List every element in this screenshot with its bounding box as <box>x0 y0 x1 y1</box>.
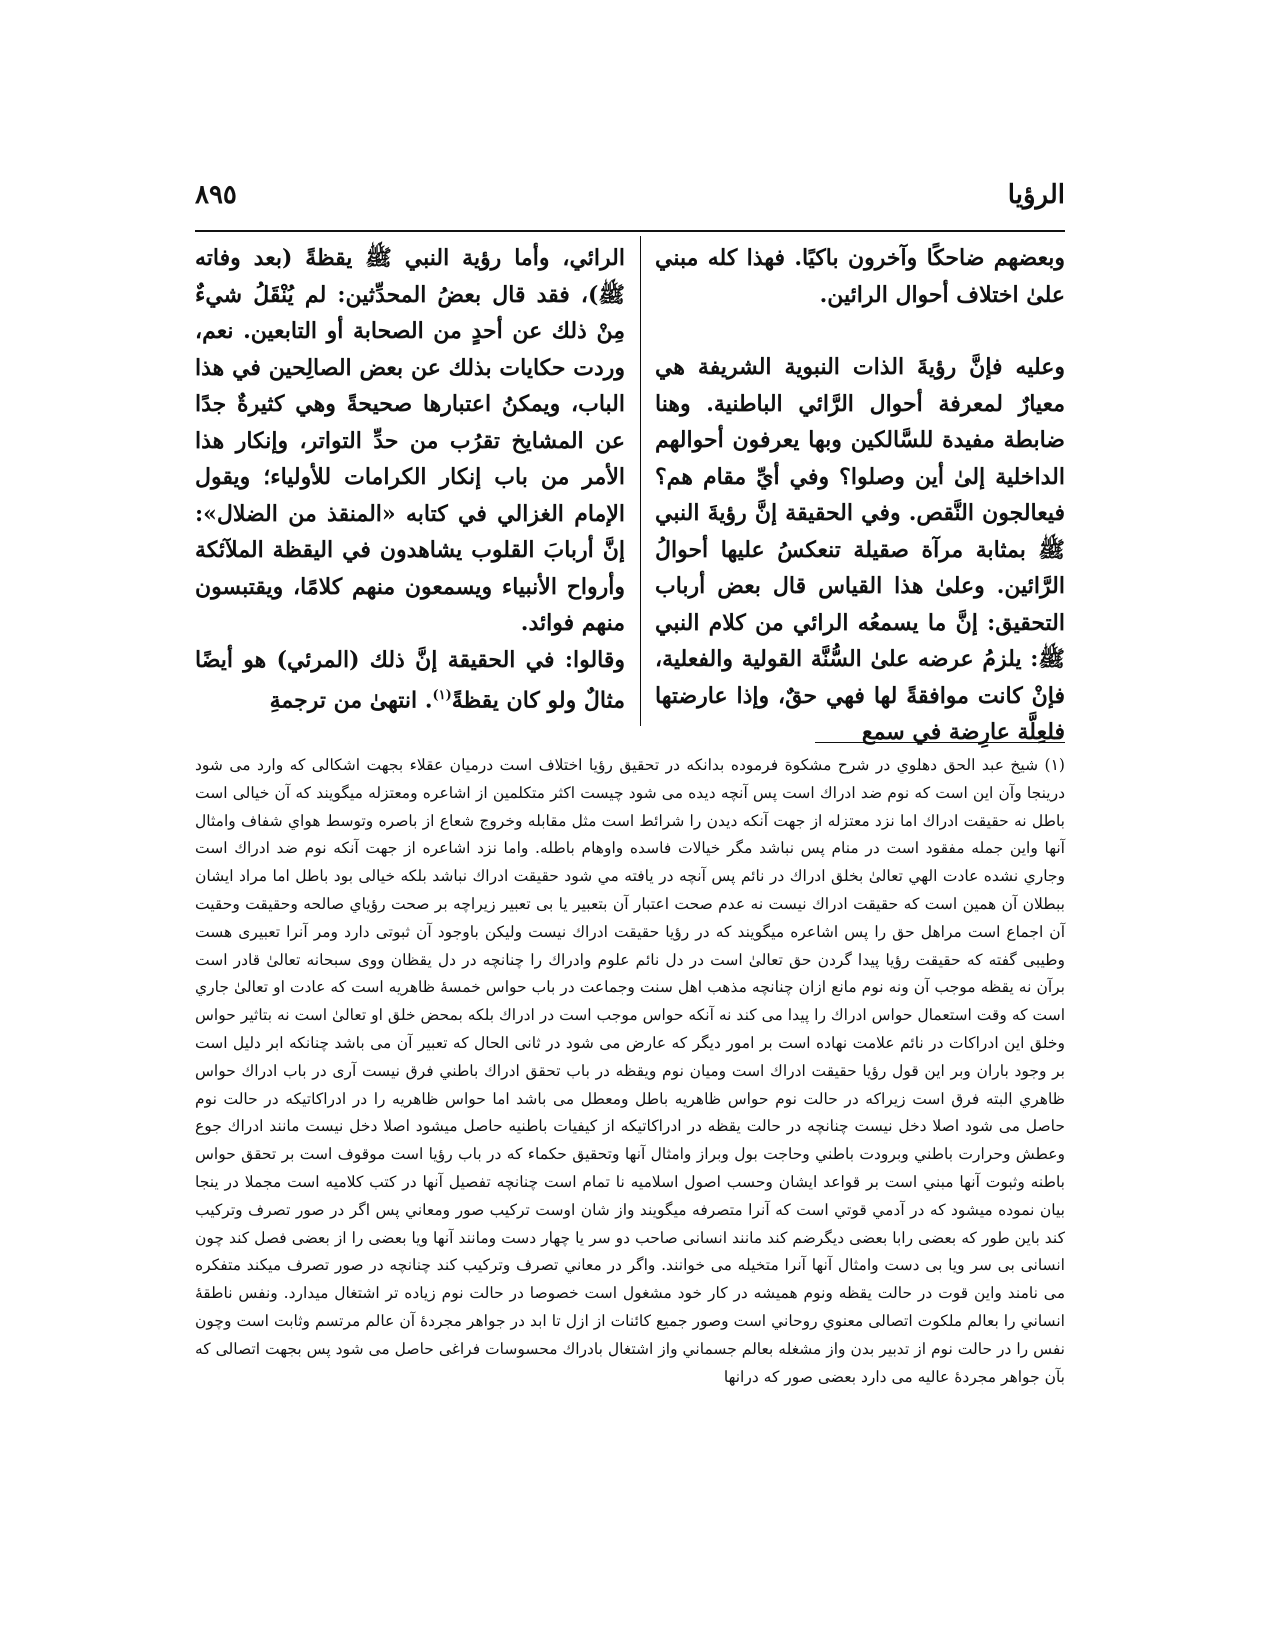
running-title: الرؤيا <box>1007 180 1065 210</box>
footnote-marker: (١) <box>1044 756 1065 774</box>
right-paragraph-2: وعليه فإنَّ رؤيةَ الذات النبوية الشريفة هي معيارٌ لمعرفة أحوال الرَّائي الباطنية. وهنا ضابطة مفيدة للسَّالكين وبها يعرفون أحوالهم الداخلية إلىٰ أين وصلوا؟ وفي أيِّ مقام هم؟ فيعالجون النَّقص. وفي الحقيقة إنَّ رؤيةَ النبي ﷺ بمثابة مرآة صقيلة تنعكسُ عليها أحوالُ الرَّائين. وعلىٰ هذا القياس قال بعض أرباب التحقيق: إنَّ ما يسمعُه الرائي من كلام النبي ﷺ: يلزمُ عرضه علىٰ السُّنَّة القولية والفعلية، فإنْ كانت موافقةً لها فهي حقٌ، وإذا عارضتها فلعِلَّة عارِضة في سمع <box>655 354 1065 745</box>
right-paragraph-1: وبعضهم ضاحكًا وآخرون باكيًا. فهذا كله مبني علىٰ اختلاف أحوال الرائين. <box>655 245 1065 308</box>
footnote-paragraph <box>195 752 1065 1391</box>
left-paragraph-1: الرائي، وأما رؤية النبي ﷺ يقظةً (بعد وفاته ﷺ)، فقد قال بعضُ المحدِّثين: لم يُنْقَلُ شيءٌ مِنْ ذلك عن أحدٍ من الصحابة أو التابعين. نعم، وردت حكايات بذلك عن بعض الصالِحين في هذا الباب، ويمكنُ اعتبارها صحيحةً وهي كثيرةٌ جدًا عن المشايخ تقرُب من حدِّ التواتر، وإنكار هذا الأمر من باب إنكار الكرامات للأولياء؛ ويقول الإمام الغزالي في كتابه «المنقذ من الضلال»: إنَّ أربابَ القلوب يشاهدون في اليقظة الملآئكة وأرواح الأنبياء ويسمعون منهم كلامًا، ويقتبسون منهم فوائد. <box>195 245 625 636</box>
footnote-rule <box>815 742 1065 743</box>
right-column <box>655 240 1065 745</box>
column-divider <box>640 236 641 726</box>
left-paragraph-2-end: . انتهىٰ من ترجمةِ <box>269 687 433 714</box>
footnote-reference[interactable]: (١) <box>432 688 452 703</box>
header-rule <box>195 230 1065 232</box>
left-paragraph-2-text: وقالوا: في الحقيقة إنَّ ذلك (المرئي) هو أيضًا مثالٌ ولو كان يقظةً <box>195 646 625 714</box>
left-column <box>195 240 625 714</box>
footnote <box>195 752 1065 1391</box>
footnote-text: شيخ عبد الحق دهلوي در شرح مشكوة فرموده بدانكه در تحقيق رؤيا اختلاف است درميان عقلاء بجهت اشكالى كه وارد مى شود درينجا وآن اين است كه نوم ضد ادراك است پس آنچه ديده مى شود چيست اكثر متكلمين از اشاعره ومعتزله ميگويند كه آن خيالى است باطل نه حقيقت ادراك اما نزد معتزله از جهت آنكه ديدن را شرائط است مثل مقابله وخروج شعاع از باصره وتوسط هواي شفاف وامثال آنها واين جمله مفقود است در منام پس نباشد مگر خيالات فاسده واوهام باطله. واما نزد اشاعره از جهت آنكه نوم ضد ادراك است وجاري نشده عادت الهي تعالىٰ بخلق ادراك در نائم پس آنچه در يافته مي شود حقيقت ادراك نباشد بلكه خيالى بود باطل اما مراد ايشان ببطلان آن همين است كه حقيقت ادراك نيست نه عدم صحت اعتبار آن بتعبير يا بى تعبير زيراچه بر صحت رؤياي صالحه وحقيقت وحقيت آن اجماع است مراهل حق را پس اشاعره ميگويند كه در رؤيا حقيقت ادراك نيست وليكن باوجود آن ثبوتى دارد ومر آنرا تعبيرى هست وطيبى گفته كه حقيقت رؤيا پيدا گردن حق تعالىٰ است در دل نائم علوم وادراك را چنانچه در دل يقظان ووى سبحانه تعالىٰ قادر است برآن نه يقظه موجب آن ونه نوم مانع ازان چنانچه مذهب اهل سنت وجماعت در باب حواس خمسهٔ ظاهريه است كه عادت او تعالىٰ جاري است كه وقت استعمال حواس ادراك را پيدا مى كند نه آنكه حواس موجب است در ادراك بلكه بمحض خلق او تعالىٰ است نه بتاثير حواس وخلق اين ادراكات در نائم علامت نهاده است بر امور ديگر كه عارض مى شود در ثانى الحال كه تعبير آن مى باشد چنانكه ابر دليل است بر وجود باران وبر اين قول رؤيا حقيقت ادراك است وميان نوم ويقظه در باب تحقق ادراك باطني فرق نيست آرى در باب ادراك حواس ظاهري البته فرق است زيراكه در حالت نوم حواس ظاهريه باطل ومعطل مى باشد اما حواس ظاهريه را در ادراكاتيكه در حالت نوم حاصل مى شود اصلا دخل نيست چنانچه در حالت يقظه در ادراكاتيكه از كيفيات باطنيه حاصل ميشود اصلا دخل نيست مانند ادراك جوع وعطش وحرارت باطني وبرودت باطني وحاجت بول وبراز وامثال آنها وتحقيق حكماء كه در باب رؤيا است موقوف است بر تحقق حواس باطنه وثبوت آنها مبني است بر قواعد ايشان وحسب اصول اسلاميه نا تمام است چنانچه تفصيل آنها در كتب كلاميه است مجملا در ينجا بيان نموده ميشود كه در آدمي قوتي است كه آنرا متصرفه ميگويند واز شان اوست تركيب صور ومعاني پس اگر در صور تصرف وتركيب كند باين طور كه بعضى رابا بعضى ديگرضم كند مانند انسانى صاحب دو سر يا چهار دست ومانند آنها ويا بعضى را از بعضى فصل كند چون انسانى بى سر ويا بى دست وامثال آنها آنرا متخيله مى خوانند. واگر در معاني تصرف وتركيب كند چنانچه در صور تصرف ميكند متفكره مى نامند واين قوت در حالت يقظه ونوم هميشه در كار خود مشغول است خصوصا در حالت نوم زياده تر اشتغال ميدارد. ونفس ناطقهٔ انساني را بعالم ملكوت اتصالى معنوي روحاني است وصور جميع كائنات از ازل تا ابد در جواهر مجردهٔ آن عالم مرتسم وثابت است وچون نفس را در حالت نوم از تدبير بدن واز مشغله بعالم جسماني واز اشتغال بادراك محسوسات فراغى حاصل مى شود پس بجهت اتصالى كه بآن جواهر مجردهٔ عاليه مى دارد بعضى صور كه درانها <box>195 756 1065 1386</box>
page-header <box>195 180 1065 228</box>
left-paragraph-2 <box>195 642 625 719</box>
page-number: ٨٩٥ <box>195 180 237 210</box>
